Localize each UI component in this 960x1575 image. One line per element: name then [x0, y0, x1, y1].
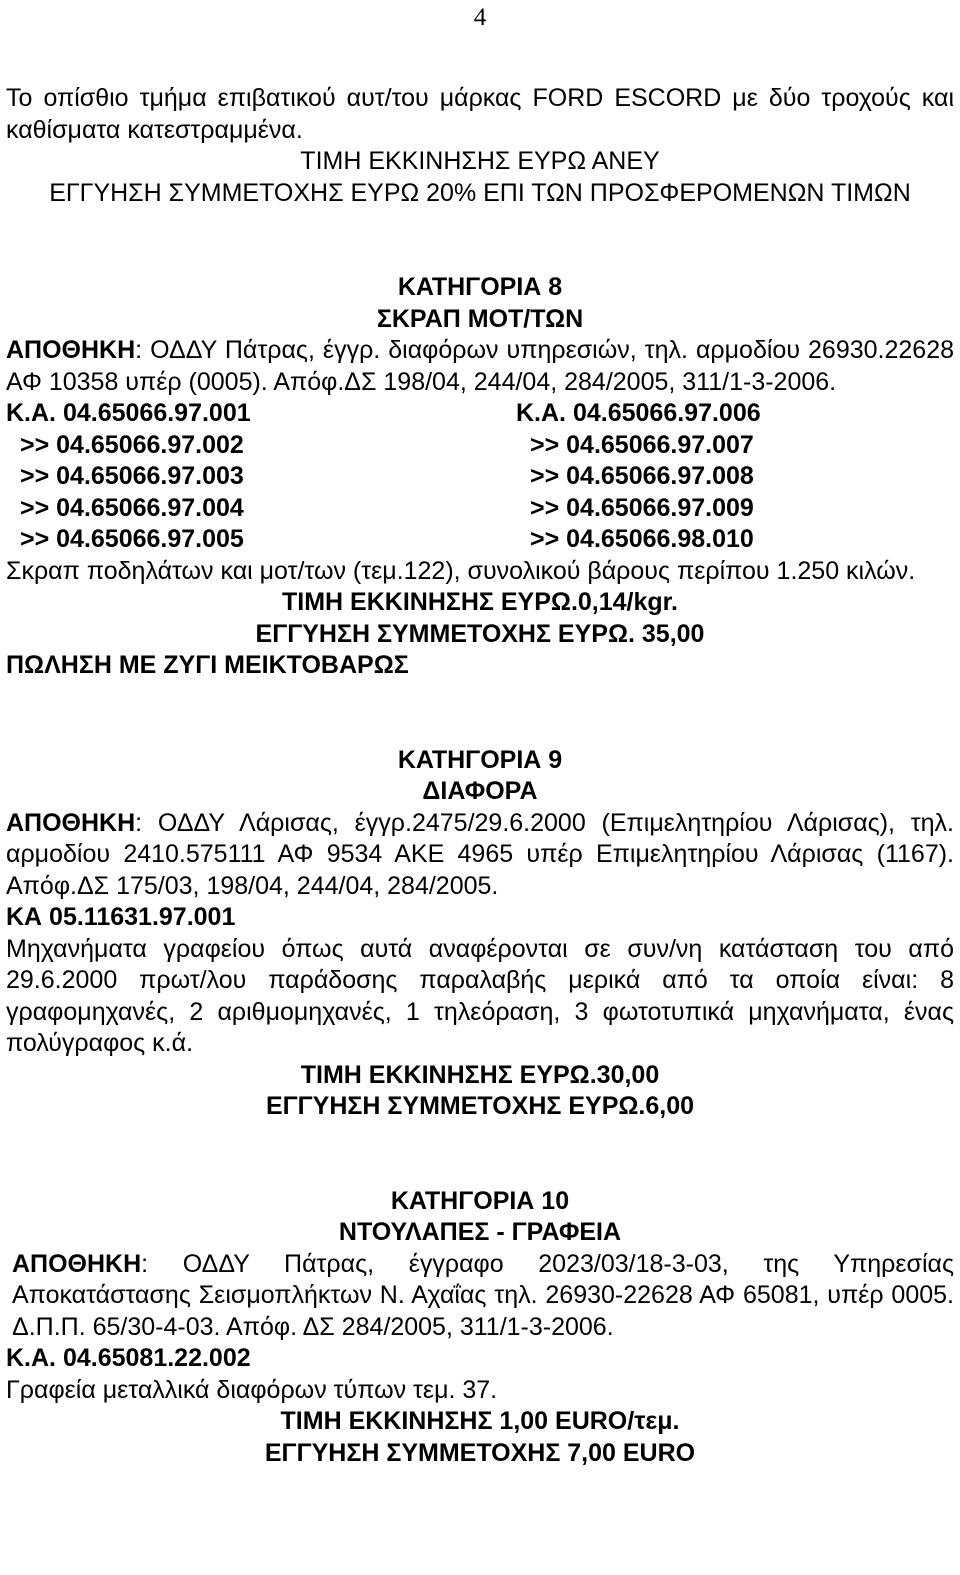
category-8-sale-note: ΠΩΛΗΣΗ ΜΕ ΖΥΓΙ ΜΕΙΚΤΟΒΑΡΩΣ: [6, 651, 409, 679]
category-8-description: Σκραπ ποδηλάτων και μοτ/των (τεμ.122), συνολικού βάρους περίπου 1.250 κιλών.: [6, 556, 916, 585]
document-body: [6, 83, 954, 1469]
category-9-guarantee: ΕΓΓΥΗΣΗ ΣΥΜΜΕΤΟΧΗΣ ΕΥΡΩ.6,00: [265, 1092, 695, 1120]
intro-description: Το οπίσθιο τμήμα επιβατικού αυτ/του μάρκας FORD ESCORD με δύο τροχούς και καθίσματα κατεστραμμένα.: [6, 84, 954, 144]
category-9-price: ΤΙΜΗ ΕΚΚΙΝΗΣΗΣ ΕΥΡΩ.30,00: [300, 1060, 660, 1089]
category-9-warehouse: [6, 808, 954, 903]
category-10-price: ΤΙΜΗ ΕΚΚΙΝΗΣΗΣ 1,00 EURO/τεμ.: [280, 1407, 680, 1435]
spacer: [6, 682, 954, 745]
category-8-warehouse: [6, 335, 954, 398]
warehouse-text: : ΟΔΔΥ Λάρισας, έγγρ.2475/29.6.2000 (Επιμελητηρίου Λάρισας), τηλ. αρμοδίου 2410.575111 ΑΦ 9534 ΑΚΕ 4965 υπέρ Επιμελητηρίου Λάρισας (1167). Απόφ.ΔΣ 175/03, 198/04, 244/04, 284/2005.: [6, 808, 954, 900]
page-number: 4: [473, 4, 487, 31]
warehouse-label: ΑΠΟΘΗΚΗ: [12, 1249, 142, 1278]
code-right: >> 04.65066.97.008: [530, 462, 754, 490]
code-right: >> 04.65066.97.007: [530, 430, 754, 459]
code-right: Κ.Α. 04.65066.97.006: [516, 399, 761, 427]
code-left: >> 04.65066.97.004: [20, 493, 244, 522]
code-right: >> 04.65066.98.010: [530, 525, 754, 553]
spacer: [6, 209, 954, 272]
warehouse-text: : ΟΔΔΥ Πάτρας, έγγρ. διαφόρων υπηρεσιών, τηλ. αρμοδίου 26930.22628 ΑΦ 10358 υπέρ (0005). Απόφ.ΔΣ 198/04, 244/04, 284/2005, 311/1-3-2006.: [6, 336, 954, 396]
intro-price: ΤΙΜΗ ΕΚΚΙΝΗΣΗΣ ΕΥΡΩ ΑΝΕΥ: [300, 147, 660, 175]
category-10-title: ΚΑΤΗΓΟΡΙΑ 10: [390, 1186, 570, 1215]
category-10-description: Γραφεία μεταλλικά διαφόρων τύπων τεμ. 37.: [6, 1375, 498, 1404]
category-9-description: Μηχανήματα γραφείου όπως αυτά αναφέρονται σε συν/νη κατάσταση του από 29.6.2000 πρωτ/λου παράδοσης παραλαβής μερικά από τα οποία είναι: 8 γραφομηχανές, 2 αριθμομηχανές, 1 τηλεόραση, 3 φωτοτυπικά μηχανήματα, ένας πολύγραφος κ.ά.: [6, 934, 954, 1057]
code-left: >> 04.65066.97.003: [20, 462, 244, 490]
category-10-warehouse: [6, 1249, 954, 1344]
warehouse-label: ΑΠΟΘΗΚΗ: [6, 336, 136, 364]
category-8-price: ΤΙΜΗ ΕΚΚΙΝΗΣΗΣ ΕΥΡΩ.0,14/kgr.: [282, 588, 678, 616]
category-10-code: Κ.Α. 04.65081.22.002: [6, 1344, 251, 1372]
spacer: [6, 1123, 954, 1186]
code-right: >> 04.65066.97.009: [530, 493, 754, 522]
category-8-subtitle: ΣΚΡΑΠ ΜΟΤ/ΤΩΝ: [376, 304, 584, 333]
code-left: Κ.Α. 04.65066.97.001: [6, 399, 251, 427]
code-left: >> 04.65066.97.005: [20, 525, 244, 553]
category-9-title: ΚΑΤΗΓΟΡΙΑ 9: [397, 745, 563, 774]
category-10-guarantee: ΕΓΓΥΗΣΗ ΣΥΜΜΕΤΟΧΗΣ 7,00 EURO: [264, 1438, 696, 1467]
warehouse-label: ΑΠΟΘΗΚΗ: [6, 808, 136, 837]
warehouse-text: : ΟΔΔΥ Πάτρας, έγγραφο 2023/03/18-3-03, της Υπηρεσίας Αποκατάστασης Σεισμοπλήκτων Ν. Αχαΐας τηλ. 26930-22628 ΑΦ 65081, υπέρ 0005. Δ.Π.Π. 65/30-4-03. Απόφ. ΔΣ 284/2005, 311/1-3-2006.: [12, 1249, 954, 1341]
category-8-codes: [6, 398, 954, 556]
category-8-title: ΚΑΤΗΓΟΡΙΑ 8: [397, 273, 563, 301]
code-left: >> 04.65066.97.002: [20, 430, 244, 459]
category-8-guarantee: ΕΓΓΥΗΣΗ ΣΥΜΜΕΤΟΧΗΣ ΕΥΡΩ. 35,00: [255, 619, 705, 648]
category-9-code: ΚΑ 05.11631.97.001: [6, 903, 236, 931]
category-10-subtitle: ΝΤΟΥΛΑΠΕΣ - ΓΡΑΦΕΙΑ: [338, 1218, 622, 1246]
category-9-subtitle: ΔΙΑΦΟΡΑ: [422, 777, 538, 805]
intro-guarantee: ΕΓΓΥΗΣΗ ΣΥΜΜΕΤΟΧΗΣ ΕΥΡΩ 20% ΕΠΙ ΤΩΝ ΠΡΟΣΦΕΡΟΜΕΝΩΝ ΤΙΜΩΝ: [49, 178, 911, 207]
